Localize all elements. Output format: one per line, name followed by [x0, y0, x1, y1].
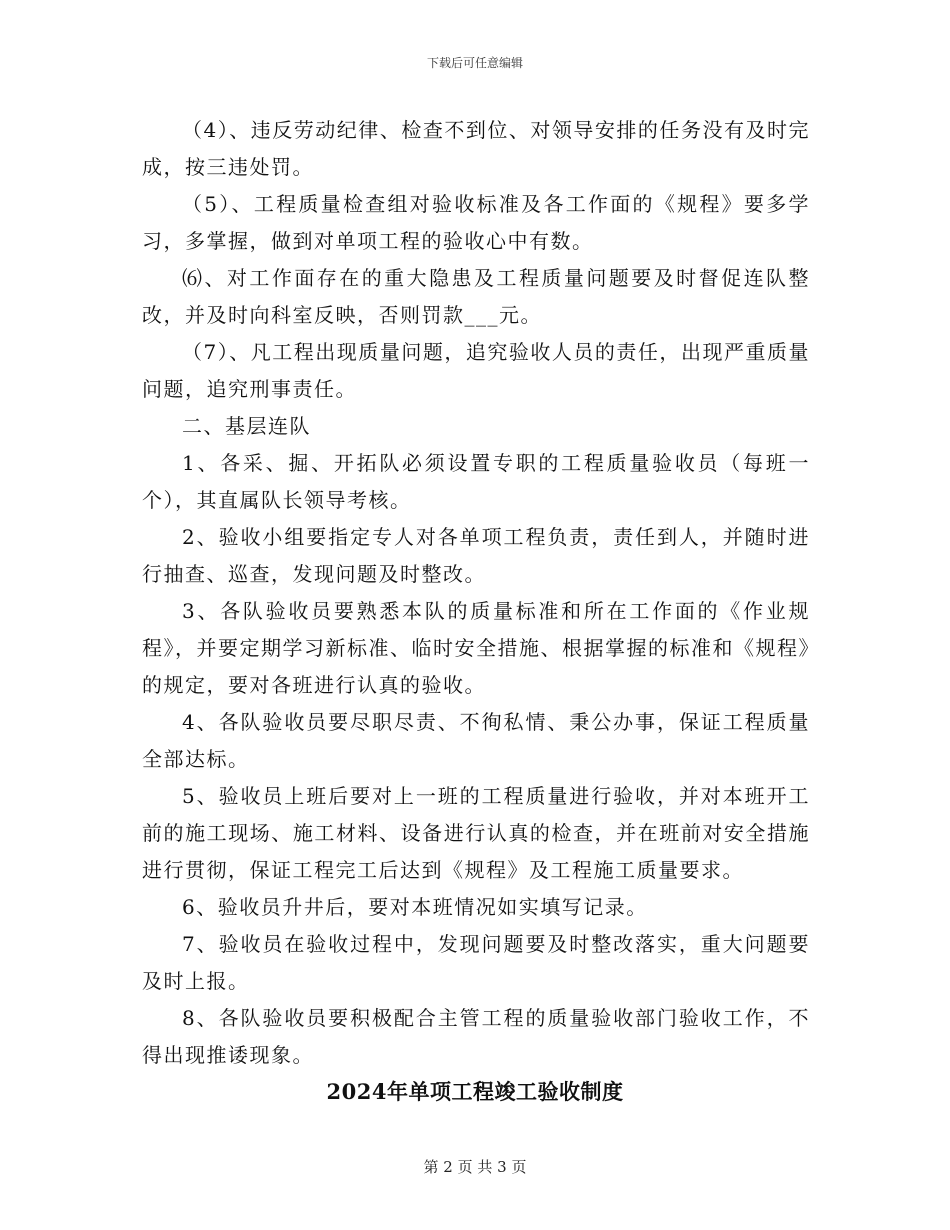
paragraph-rule-7: 7、验收员在验收过程中，发现问题要及时整改落实，重大问题要及时上报。	[142, 932, 810, 993]
document-body	[142, 112, 810, 1074]
paragraph-item-7: （7）、凡工程出现质量问题，追究验收人员的责任，出现严重质量问题，追究刑事责任。	[142, 340, 810, 401]
paragraph-rule-8: 8、各队验收员要积极配合主管工程的质量验收部门验收工作，不得出现推诿现象。	[142, 1006, 810, 1067]
page-number: 第 2 页 共 3 页	[423, 1158, 527, 1176]
paragraph-rule-5: 5、验收员上班后要对上一班的工程质量进行验收，并对本班开工前的施工现场、施工材料、设备进行认真的检查，并在班前对安全措施进行贯彻，保证工程完工后达到《规程》及工程施工质量要求。	[142, 784, 810, 882]
paragraph-item-5: （5）、工程质量检查组对验收标准及各工作面的《规程》要多学习，多掌握，做到对单项工程的验收心中有数。	[142, 192, 810, 253]
paragraph-item-6: ⑹、对工作面存在的重大隐患及工程质量问题要及时督促连队整改，并及时向科室反映，否则罚款___元。	[142, 266, 810, 327]
paragraph-rule-3: 3、各队验收员要熟悉本队的质量标准和所在工作面的《作业规程》，并要定期学习新标准、临时安全措施、根据掌握的标准和《规程》的规定，要对各班进行认真的验收。	[142, 599, 810, 697]
paragraph-rule-2: 2、验收小组要指定专人对各单项工程负责，责任到人，并随时进行抽查、巡查，发现问题及时整改。	[142, 525, 810, 586]
section-heading-basic-teams: 二、基层连队	[182, 414, 311, 438]
paragraph-item-4: （4）、违反劳动纪律、检查不到位、对领导安排的任务没有及时完成，按三违处罚。	[142, 118, 810, 179]
paragraph-rule-6: 6、验收员升井后，要对本班情况如实填写记录。	[182, 895, 648, 919]
paragraph-rule-1: 1、各采、掘、开拓队必须设置专职的工程质量验收员（每班一个），其直属队长领导考核。	[142, 451, 810, 512]
paragraph-rule-4: 4、各队验收员要尽职尽责、不徇私情、秉公办事，保证工程质量全部达标。	[142, 710, 810, 771]
document-title: 2024年单项工程竣工验收制度	[326, 1079, 624, 1104]
header-note: 下载后可任意编辑	[426, 56, 523, 70]
